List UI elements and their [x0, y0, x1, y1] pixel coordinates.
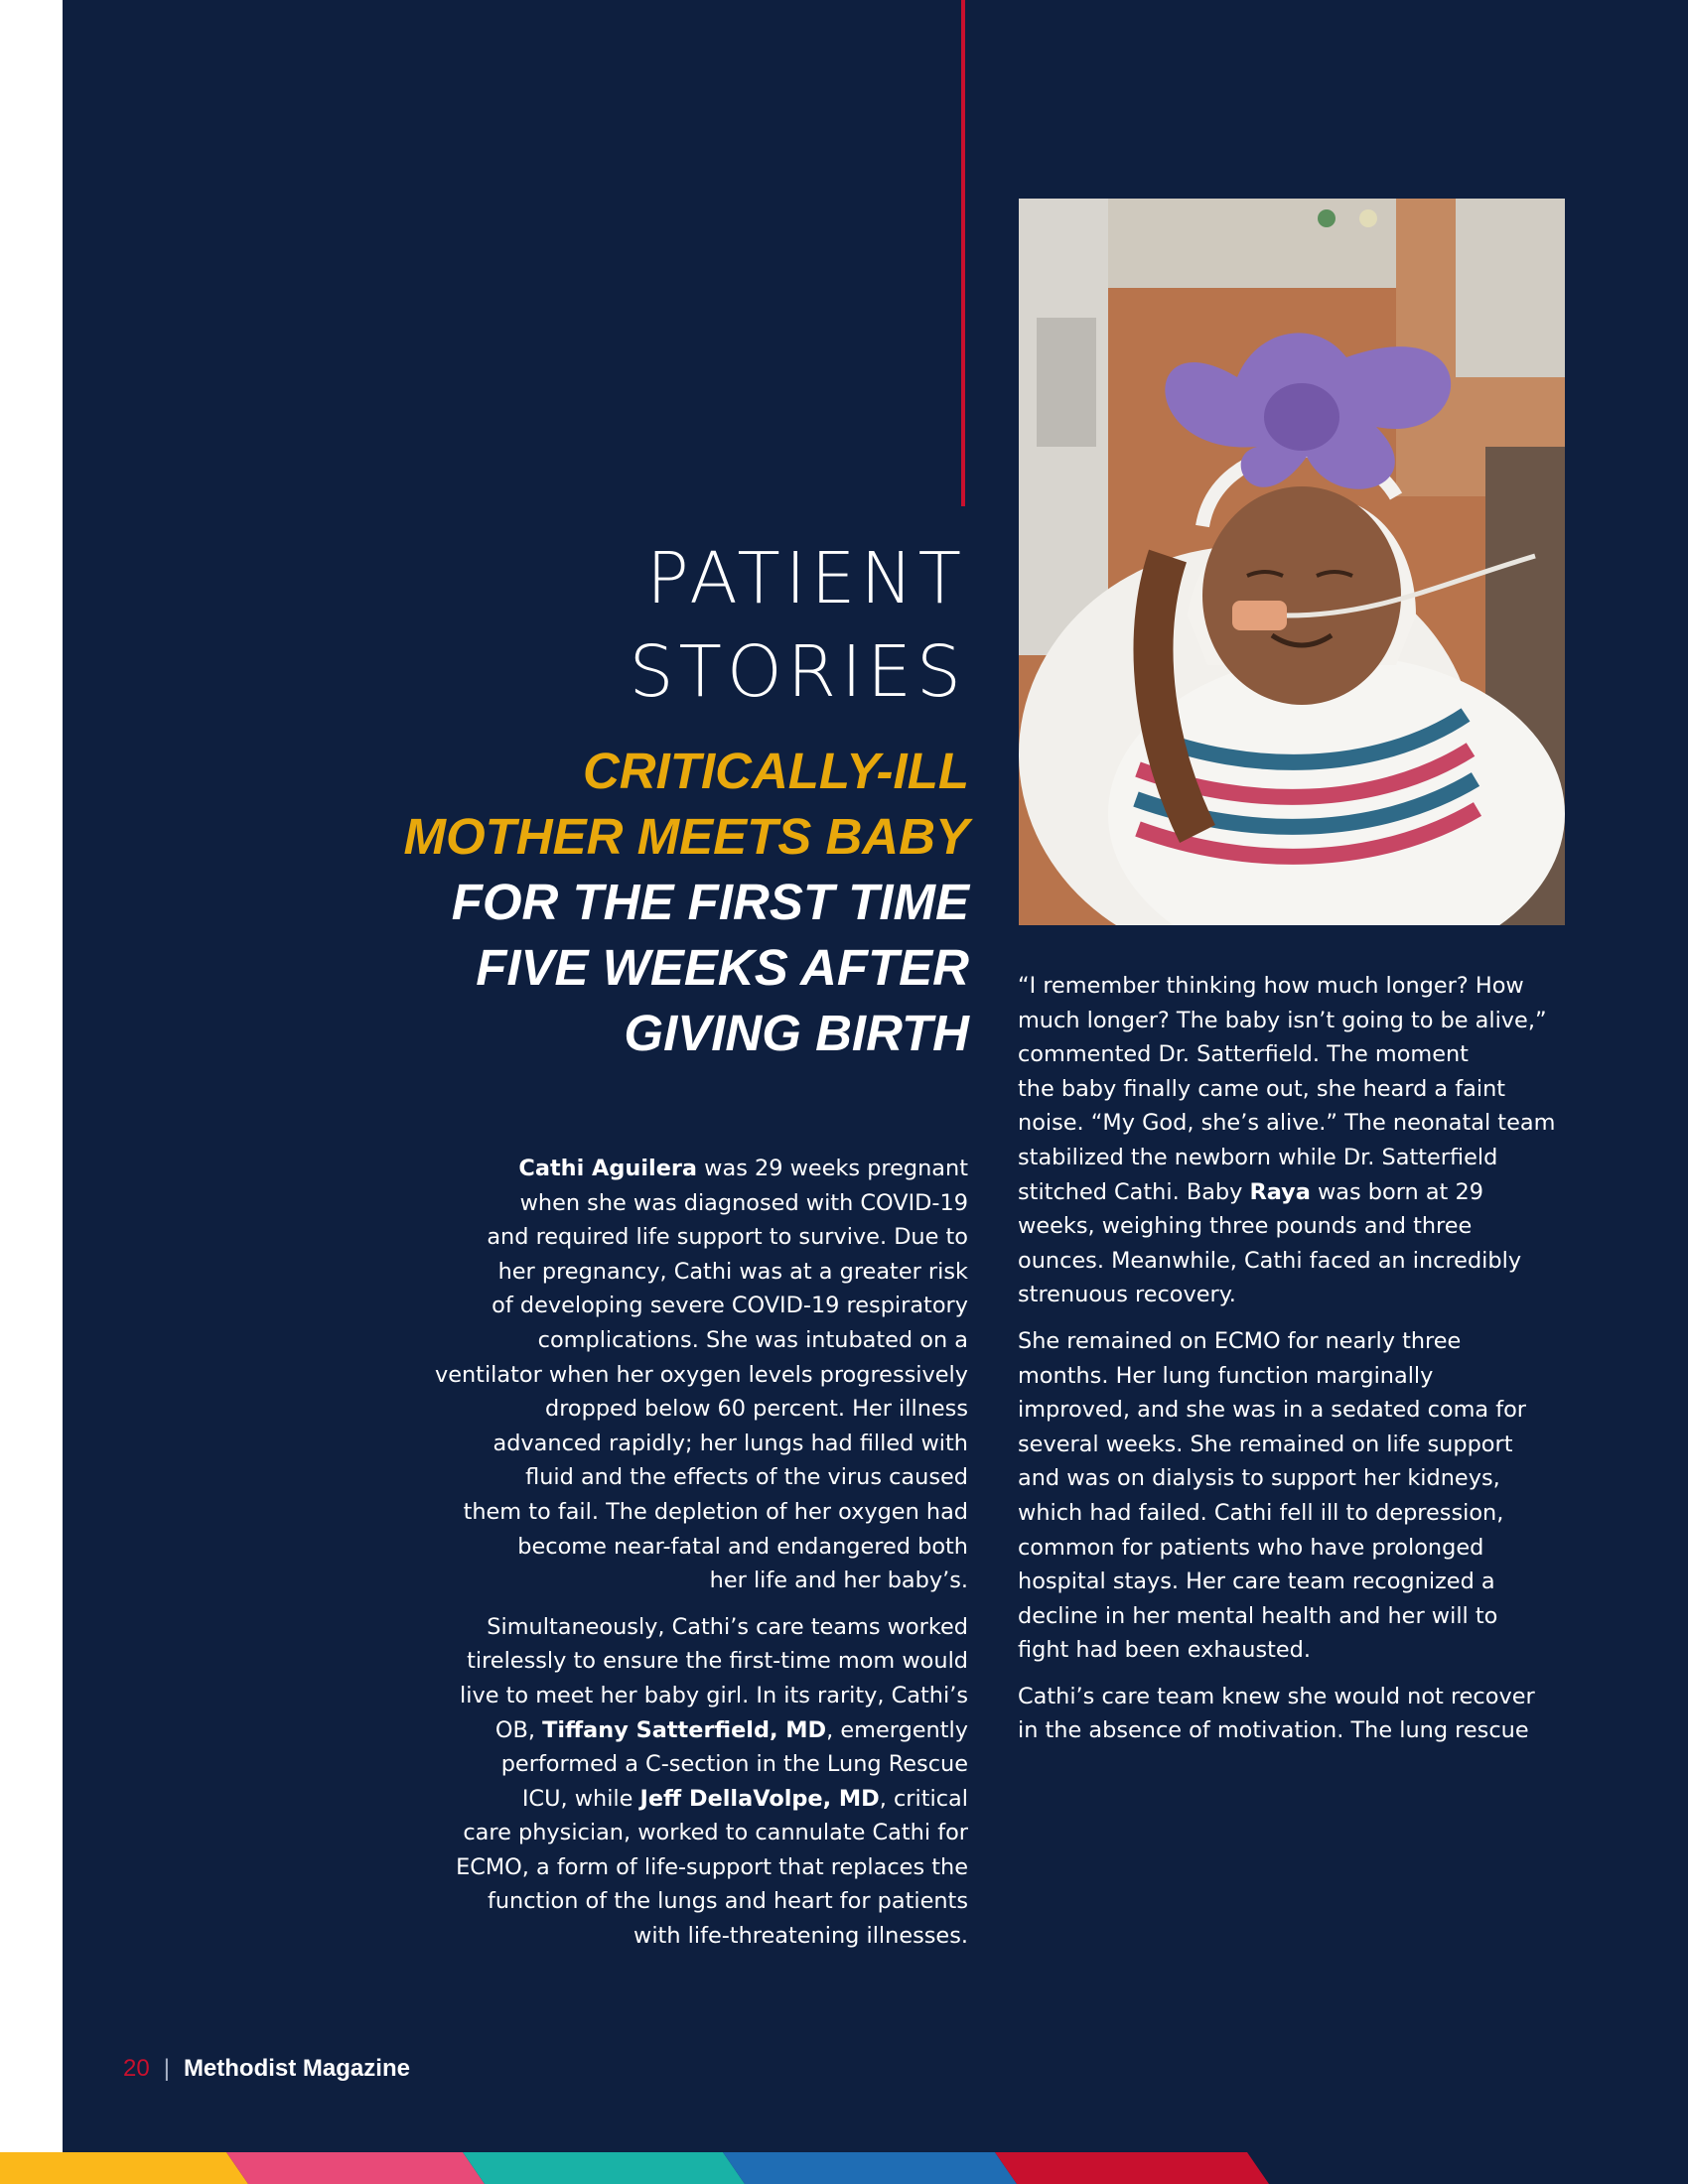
text-line: care physician, worked to cannulate Cathi for: [463, 1820, 968, 1846]
text-line: and required life support to survive. Due to: [487, 1224, 968, 1251]
section-title-line: PATIENT: [646, 537, 966, 619]
text-line: [1018, 1175, 1594, 1210]
paragraph: [417, 1610, 968, 1954]
color-stripe: [0, 2152, 1688, 2184]
stripe-segment-teal: [463, 2152, 745, 2184]
text-line: performed a C-section in the Lung Rescue: [500, 1751, 968, 1778]
person-name: Cathi Aguilera: [518, 1156, 698, 1181]
text-line: “I remember thinking how much longer? How: [1018, 973, 1524, 999]
page-footer: [123, 2055, 410, 2083]
text-line: when she was diagnosed with COVID-19: [519, 1189, 968, 1216]
article-column-left: [417, 1152, 968, 1966]
paragraph: [1018, 969, 1594, 1312]
magazine-name: Methodist Magazine: [183, 2055, 410, 2082]
text-line: function of the lungs and heart for patients: [487, 1888, 968, 1915]
text-line: live to meet her baby girl. In its rarity, Cathi’s: [460, 1682, 968, 1708]
text-line: of developing severe COVID-19 respiratory: [492, 1293, 968, 1319]
headline-line: GIVING BIRTH: [624, 1005, 969, 1061]
text-fragment: , emergently: [826, 1716, 968, 1743]
text-line: ventilator when her oxygen levels progressively: [434, 1361, 968, 1388]
text-line: complications. She was intubated on a: [537, 1326, 968, 1353]
text-line: ECMO, a form of life-support that replaces the: [456, 1853, 968, 1880]
footer-separator: |: [163, 2055, 170, 2082]
page-number: 20: [123, 2055, 150, 2082]
text-fragment: stitched Cathi. Baby: [1018, 1178, 1250, 1205]
text-line: her pregnancy, Cathi was at a greater risk: [497, 1258, 968, 1285]
text-line: the baby finally came out, she heard a faint: [1018, 1075, 1506, 1102]
text-line: in the absence of motivation. The lung rescue: [1018, 1717, 1529, 1744]
text-line: become near-fatal and endangered both: [517, 1533, 968, 1560]
paragraph: [1018, 1324, 1594, 1668]
text-line: and was on dialysis to support her kidneys,: [1018, 1465, 1500, 1492]
text-line: She remained on ECMO for nearly three: [1018, 1327, 1462, 1354]
text-line: decline in her mental health and her will to: [1018, 1602, 1498, 1629]
accent-rule: [961, 0, 965, 506]
text-fragment: ICU, while: [521, 1785, 640, 1812]
text-line: them to fail. The depletion of her oxygen had: [463, 1498, 968, 1525]
stripe-segment-navy: [1269, 2152, 1688, 2184]
text-fragment: was born at 29: [1310, 1178, 1483, 1205]
text-line: improved, and she was in a sedated coma for: [1018, 1397, 1527, 1424]
article-headline: [175, 739, 969, 1066]
text-line: hospital stays. Her care team recognized a: [1018, 1569, 1495, 1595]
section-title: [410, 532, 966, 719]
text-line: with life-threatening illnesses.: [633, 1923, 968, 1950]
text-line: which had failed. Cathi fell ill to depression,: [1018, 1499, 1504, 1526]
text-line: her life and her baby’s.: [709, 1568, 968, 1594]
text-line: stabilized the newborn while Dr. Satterfield: [1018, 1144, 1498, 1170]
text-line: Cathi’s care team knew she would not recover: [1018, 1683, 1535, 1709]
text-line: several weeks. She remained on life support: [1018, 1431, 1513, 1457]
text-line: advanced rapidly; her lungs had filled with: [492, 1430, 968, 1456]
text-line: commented Dr. Satterfield. The moment: [1018, 1041, 1469, 1068]
person-name: Raya: [1249, 1178, 1311, 1205]
person-name: Tiffany Satterfield, MD: [542, 1716, 827, 1743]
paragraph: [417, 1152, 968, 1598]
text-line: dropped below 60 percent. Her illness: [545, 1396, 968, 1423]
text-line: ounces. Meanwhile, Cathi faced an incredibly: [1018, 1247, 1522, 1274]
text-line: fluid and the effects of the virus caused: [525, 1464, 968, 1491]
stripe-segment-pink: [226, 2152, 485, 2184]
text-fragment: OB,: [494, 1716, 543, 1743]
newborn-photo-icon: [1019, 199, 1565, 925]
text-line: weeks, weighing three pounds and three: [1018, 1213, 1473, 1240]
text-line: strenuous recovery.: [1018, 1282, 1236, 1308]
feature-photo: [1019, 199, 1565, 925]
text-line: tirelessly to ensure the first-time mom would: [467, 1648, 968, 1675]
stripe-segment-red: [995, 2152, 1269, 2184]
stripe-segment-yellow: [0, 2152, 248, 2184]
headline-line: FOR THE FIRST TIME: [451, 874, 969, 930]
paragraph: [1018, 1680, 1594, 1748]
stripe-segment-blue: [723, 2152, 1017, 2184]
text-line: common for patients who have prolonged: [1018, 1534, 1484, 1561]
text-fragment: , critical: [879, 1785, 968, 1812]
text-line: [417, 1782, 968, 1817]
text-line: much longer? The baby isn’t going to be alive,”: [1018, 1007, 1547, 1033]
headline-line: CRITICALLY-ILL: [582, 743, 969, 799]
section-title-line: STORIES: [629, 630, 966, 713]
text-fragment: was 29 weeks pregnant: [697, 1156, 968, 1181]
text-line: [417, 1152, 968, 1186]
text-line: [417, 1713, 968, 1748]
text-line: months. Her lung function marginally: [1018, 1362, 1434, 1389]
headline-line: MOTHER MEETS BABY: [403, 808, 969, 865]
text-line: fight had been exhausted.: [1018, 1637, 1312, 1664]
text-line: noise. “My God, she’s alive.” The neonatal team: [1018, 1110, 1556, 1137]
article-column-right: [1018, 969, 1594, 1760]
person-name: Jeff DellaVolpe, MD: [639, 1785, 880, 1812]
headline-line: FIVE WEEKS AFTER: [476, 939, 969, 996]
text-line: Simultaneously, Cathi’s care teams worked: [487, 1613, 968, 1640]
